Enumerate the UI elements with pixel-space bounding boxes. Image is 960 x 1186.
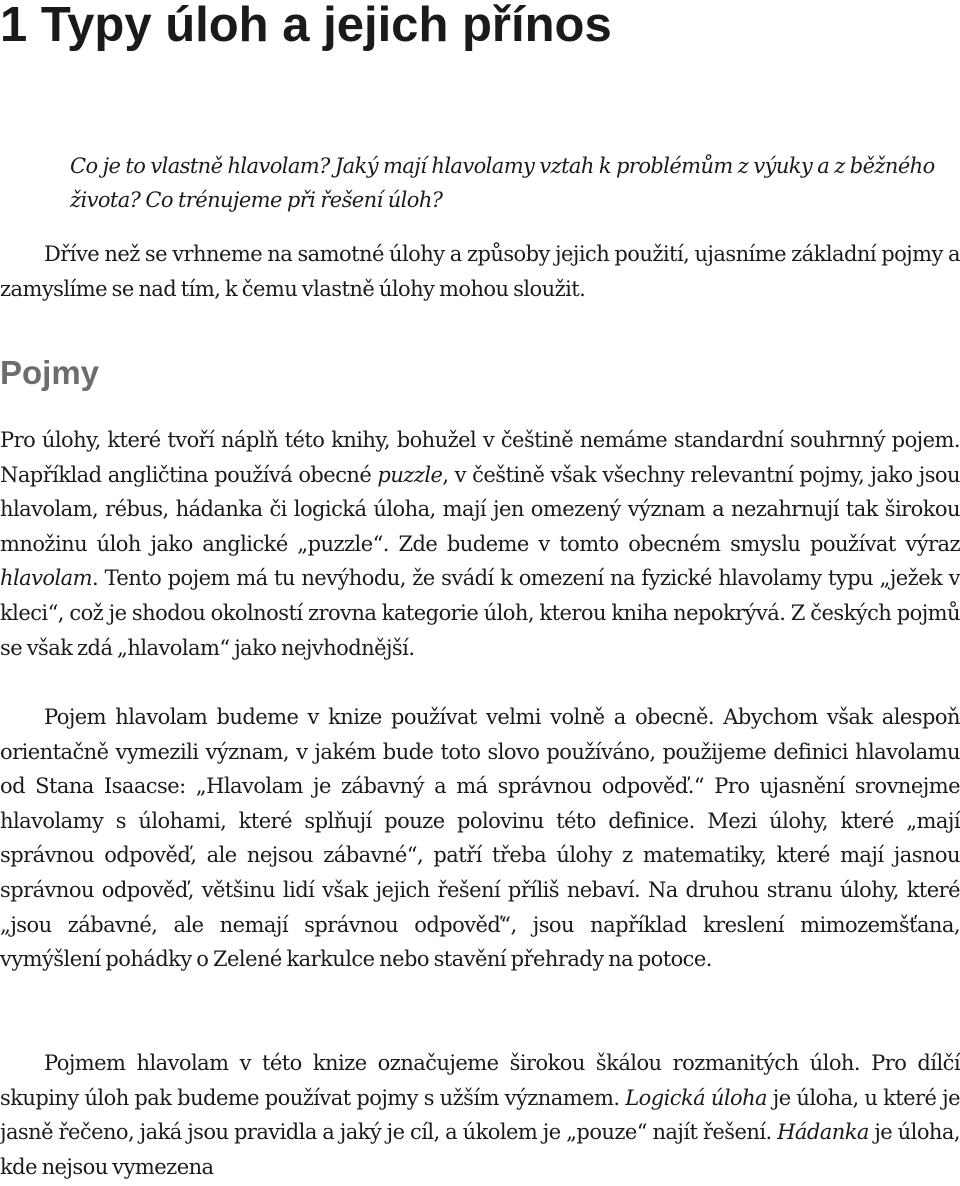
paragraph-3 [0, 1046, 960, 1184]
paragraph-1-part-a: Pro úlohy, které tvoří náplň této knihy, bohužel v češtině nemáme standardní souhrnný pojem. Například angličtina používá obecné [0, 428, 960, 487]
paragraph-1-part-e: . Tento pojem má tu nevýhodu, že svádí k omezení na fyzické hlavolamy typu „ježek v kleci“, což je shodou okolností zrovna kategorie úloh, kterou kniha nepokrývá. Z českých pojmů se však zdá „hlavolam“ jako nejvhodnější. [0, 566, 960, 660]
lead-paragraph: Dříve než se vrhneme na samotné úlohy a způsoby jejich použití, ujasníme základní pojmy a zamyslíme se nad tím, k čemu vlastně úlohy mohou sloužit. [0, 242, 960, 301]
paragraph-3-term-logicka-uloha: Logická úloha [625, 1085, 768, 1110]
paragraph-1 [0, 423, 960, 665]
chapter-intro-questions: Co je to vlastně hlavolam? Jaký mají hlavolamy vztah k problémům z výuky a z běžného života? Co trénujeme při řešení úloh? [70, 154, 935, 212]
paragraph-1-part-c: , v češtině však všechny relevantní pojmy, jako jsou hlavolam, rébus, hádanka či logická úloha, mají jen omezený význam a nezahrnují tak širokou množinu úloh jako anglické „puzzle“. Zde budeme v tomto obecném smyslu používat výraz [0, 462, 960, 556]
section-heading: Pojmy [0, 354, 100, 391]
paragraph-2: Pojem hlavolam budeme v knize používat velmi volně a obecně. Abychom však alespoň orientačně vymezili význam, v jakém bude toto slovo používáno, použijeme definici hlavolamu od Stana Isaacse: „Hlavolam je zábavný a má správnou odpověď.“ Pro ujasnění srovnejme hlavolamy s úlohami, které splňují pouze polovinu této definice. Mezi úlohy, které „mají správnou odpověď, ale nejsou zábavné“, patří třeba úlohy z matematiky, které mají jasnou správnou odpověď, většinu lidí však jejich řešení příliš nebaví. Na druhou stranu úlohy, které „jsou zábavné, ale nemají správnou odpověď“, jsou například kreslení mimozemšťana, vymýšlení pohádky o Zelené karkulce nebo stavění přehrady na potoce. [0, 705, 960, 972]
paragraph-1-term-hlavolam: hlavolam [0, 566, 93, 591]
paragraph-3-part-c: je úloha, u které je jasně řečeno, jaká jsou pravidla a jaký je cíl, a úkolem je „pouze“ najít řešení. [0, 1085, 960, 1145]
paragraph-3-term-hadanka: Hádanka [777, 1120, 869, 1145]
paragraph-1-term-puzzle: puzzle [377, 462, 443, 487]
paragraph-3-part-e: je úloha, kde nejsou vymezena [0, 1120, 960, 1179]
chapter-title: 1 Typy úloh a jejich přínos [0, 0, 612, 52]
paragraph-3-part-a: Pojmem hlavolam v této knize označujeme širokou škálou rozmanitých úloh. Pro dílčí skupiny úloh pak budeme používat pojmy s užším významem. [0, 1051, 960, 1110]
